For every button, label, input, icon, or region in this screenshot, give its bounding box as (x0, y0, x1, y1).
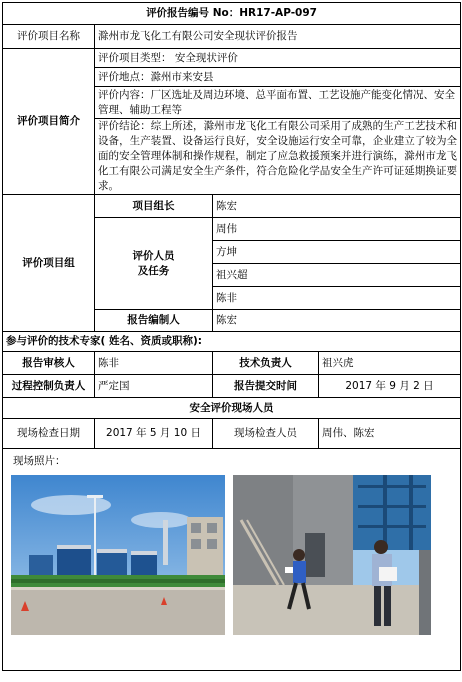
site-personnel-title: 安全评价现场人员 (3, 398, 461, 419)
submit-time: 2017 年 9 月 2 日 (319, 375, 461, 398)
team-label: 评价项目组 (3, 195, 95, 332)
site-photo-plant (11, 475, 225, 635)
report-editor-label: 报告编制人 (95, 310, 213, 332)
site-check-people-label: 现场检查人员 (213, 419, 319, 449)
project-name-label: 评价项目名称 (3, 25, 95, 49)
evaluation-report-table (2, 2, 461, 671)
reviewer: 陈非 (95, 352, 213, 375)
site-photos-cell (3, 449, 461, 671)
process-control-lead: 严定国 (95, 375, 213, 398)
submit-time-label: 报告提交时间 (213, 375, 319, 398)
team-members-label-line2: 及任务 (137, 264, 170, 277)
site-check-date: 2017 年 5 月 10 日 (95, 419, 213, 449)
report-number-title: 评价报告编号 No：HR17-AP-097 (3, 3, 461, 25)
plant-photo-image (11, 475, 225, 635)
team-members-label (95, 218, 213, 310)
reviewer-label: 报告审核人 (3, 352, 95, 375)
team-member: 祖兴超 (213, 264, 461, 287)
site-check-date-label: 现场检查日期 (3, 419, 95, 449)
summary-location: 评价地点：滁州市来安县 (95, 68, 461, 87)
tech-lead: 祖兴虎 (319, 352, 461, 375)
team-leader-label: 项目组长 (95, 195, 213, 218)
team-member: 方坤 (213, 241, 461, 264)
summary-conclusion: 评价结论：综上所述，滁州市龙飞化工有限公司采用了成熟的生产工艺技术和设备，生产装置、设备运行良好，安全设施运行安全可靠，企业建立了较为全面的安全管理体制和操作规程，制定了应急救援预案并进行演练，滁州市龙飞化工有限公司满足安全生产条件，符合危险化学品安全生产许可证延期换证要求。 (95, 119, 461, 195)
summary-type: 评价项目类型： 安全现状评价 (95, 49, 461, 68)
site-photos-label: 现场照片： (13, 455, 66, 467)
summary-content: 评价内容：厂区选址及周边环境、总平面布置、工艺设施产能变化情况、安全管理、辅助工程等 (95, 87, 461, 119)
process-control-label: 过程控制负责人 (3, 375, 95, 398)
site-photo-inspection (233, 475, 431, 635)
team-member: 陈非 (213, 287, 461, 310)
technical-experts-label: 参与评价的技术专家( 姓名、资质或职称): (3, 332, 461, 352)
team-members-label-line1: 评价人员 (132, 249, 175, 262)
project-name-value: 滁州市龙飞化工有限公司安全现状评价报告 (95, 25, 461, 49)
team-leader: 陈宏 (213, 195, 461, 218)
report-editor: 陈宏 (213, 310, 461, 332)
site-check-people: 周伟、陈宏 (319, 419, 461, 449)
inspection-photo-image (233, 475, 431, 635)
summary-label: 评价项目简介 (3, 49, 95, 195)
team-member: 周伟 (213, 218, 461, 241)
site-photos (9, 475, 454, 640)
tech-lead-label: 技术负责人 (213, 352, 319, 375)
